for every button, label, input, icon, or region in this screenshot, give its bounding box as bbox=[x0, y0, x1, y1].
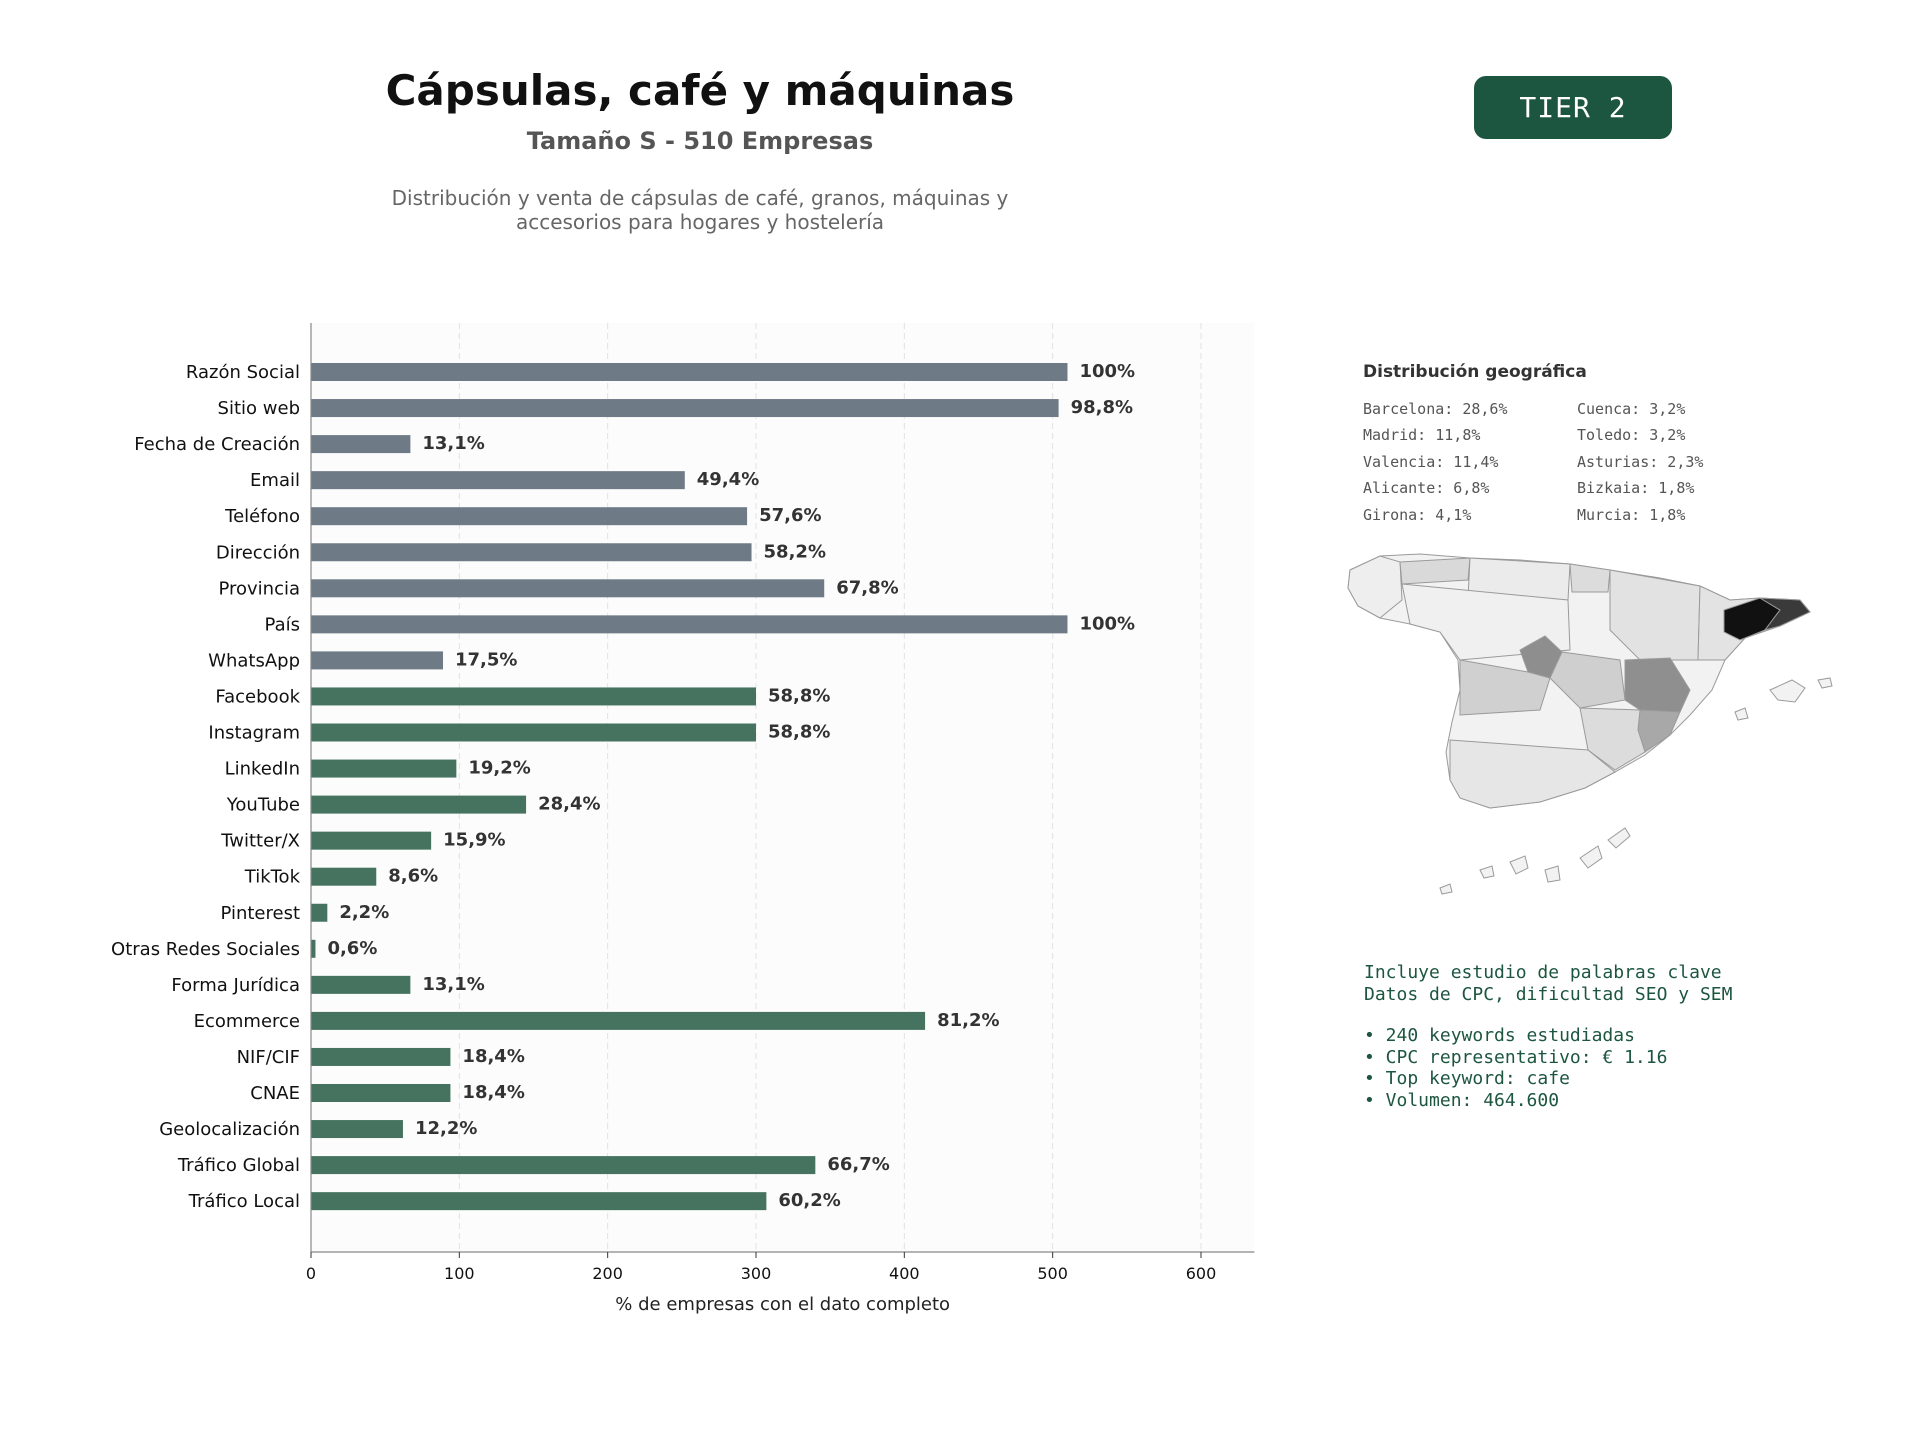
category-label: Teléfono bbox=[225, 506, 300, 528]
category-label: WhatsApp bbox=[208, 650, 300, 672]
tier-badge: TIER 2 bbox=[1474, 76, 1672, 139]
data-label: 28,4% bbox=[538, 793, 601, 815]
category-label: Twitter/X bbox=[221, 830, 300, 852]
x-tick-label: 600 bbox=[1185, 1264, 1217, 1283]
page-title: Cápsulas, café y máquinas bbox=[385, 66, 1015, 115]
bar bbox=[311, 1120, 403, 1138]
data-label: 98,8% bbox=[1070, 397, 1134, 419]
category-label: Otras Redes Sociales bbox=[111, 938, 300, 960]
map-region-asturias bbox=[1400, 558, 1470, 584]
map-canary-2 bbox=[1510, 856, 1528, 874]
bar bbox=[311, 940, 315, 958]
keywords-bullet: • CPC representativo: € 1.16 bbox=[1364, 1046, 1668, 1068]
data-label: 100% bbox=[1079, 613, 1136, 635]
category-label: NIF/CIF bbox=[236, 1046, 300, 1068]
bar bbox=[311, 1048, 450, 1066]
keywords-info bbox=[1364, 962, 1732, 1111]
plot-area bbox=[311, 323, 1254, 1252]
x-tick-label: 300 bbox=[740, 1264, 772, 1283]
geo-item: Toledo: 3,2% bbox=[1577, 426, 1686, 445]
map-canary-4 bbox=[1580, 846, 1602, 868]
bar bbox=[311, 976, 410, 994]
data-label: 2,2% bbox=[339, 901, 390, 923]
geo-item: Alicante: 6,8% bbox=[1363, 479, 1490, 498]
x-axis-label: % de empresas con el dato completo bbox=[615, 1294, 951, 1315]
bar bbox=[311, 687, 756, 705]
bar bbox=[311, 832, 431, 850]
category-label: Fecha de Creación bbox=[134, 434, 300, 456]
geo-item: Asturias: 2,3% bbox=[1577, 452, 1704, 471]
data-label: 18,4% bbox=[462, 1045, 525, 1067]
geo-column-2 bbox=[1577, 400, 1703, 532]
data-label: 100% bbox=[1079, 361, 1136, 382]
keywords-line-2: Datos de CPC, dificultad SEO y SEM bbox=[1364, 983, 1733, 1005]
geo-item: Barcelona: 28,6% bbox=[1363, 400, 1508, 418]
bar bbox=[311, 471, 685, 489]
bar bbox=[311, 579, 824, 597]
page-subtitle: Tamaño S - 510 Empresas bbox=[526, 127, 874, 155]
category-label: Tráfico Global bbox=[177, 1155, 300, 1177]
category-label: Forma Jurídica bbox=[171, 974, 300, 996]
x-tick-label: 500 bbox=[1037, 1264, 1068, 1283]
category-label: Email bbox=[250, 470, 300, 492]
category-label: Sitio web bbox=[217, 398, 300, 420]
map-canary-6 bbox=[1440, 884, 1452, 894]
map-canary-1 bbox=[1480, 866, 1494, 878]
bar bbox=[311, 796, 526, 814]
data-label: 67,8% bbox=[836, 577, 899, 599]
data-label: 15,9% bbox=[443, 829, 506, 851]
data-label: 0,6% bbox=[327, 937, 378, 959]
map-balearic-mallorca bbox=[1770, 680, 1805, 702]
geo-column-1 bbox=[1363, 400, 1508, 532]
geo-item: Bizkaia: 1,8% bbox=[1577, 479, 1695, 498]
bar bbox=[311, 435, 410, 453]
data-label: 18,4% bbox=[462, 1082, 525, 1103]
x-tick-label: 0 bbox=[305, 1264, 317, 1283]
x-tick-label: 200 bbox=[592, 1264, 623, 1283]
bar bbox=[311, 363, 1067, 381]
bar bbox=[311, 868, 376, 886]
geo-item: Cuenca: 3,2% bbox=[1577, 400, 1686, 418]
category-label: Dirección bbox=[215, 542, 300, 564]
category-label: Instagram bbox=[208, 722, 300, 744]
data-label: 57,6% bbox=[759, 505, 822, 527]
data-label: 58,8% bbox=[767, 721, 831, 743]
x-tick-label: 100 bbox=[444, 1264, 475, 1283]
category-label: Facebook bbox=[215, 686, 300, 708]
description-line-2: accesorios para hogares y hostelería bbox=[515, 210, 885, 234]
category-label: TikTok bbox=[244, 866, 300, 888]
keywords-bullet: • 240 keywords estudiadas bbox=[1364, 1025, 1635, 1046]
category-label: Ecommerce bbox=[193, 1010, 300, 1032]
keywords-line-1: Incluye estudio de palabras clave bbox=[1364, 962, 1722, 983]
category-label: Tráfico Local bbox=[188, 1191, 300, 1213]
data-label: 58,8% bbox=[767, 685, 831, 707]
map-canary-5 bbox=[1608, 828, 1630, 848]
data-label: 58,2% bbox=[763, 541, 826, 563]
keywords-bullet: • Top keyword: cafe bbox=[1364, 1068, 1570, 1089]
data-label: 8,6% bbox=[388, 865, 439, 887]
bar bbox=[311, 615, 1067, 633]
geo-item: Murcia: 1,8% bbox=[1577, 505, 1686, 524]
bar bbox=[311, 1084, 450, 1102]
data-label: 60,2% bbox=[778, 1190, 841, 1212]
data-label: 49,4% bbox=[696, 469, 760, 491]
category-label: País bbox=[264, 614, 300, 636]
keywords-bullet: • Volumen: 464.600 bbox=[1364, 1089, 1560, 1111]
map-balearic-ibiza bbox=[1735, 708, 1748, 720]
bar bbox=[311, 651, 443, 669]
bar bbox=[311, 760, 456, 778]
category-label: YouTube bbox=[226, 794, 300, 816]
category-label: Razón Social bbox=[185, 362, 300, 383]
category-label: Provincia bbox=[218, 578, 300, 600]
geo-item: Girona: 4,1% bbox=[1363, 505, 1472, 524]
geo-title: Distribución geográfica bbox=[1363, 362, 1587, 382]
map-canary-3 bbox=[1545, 866, 1560, 882]
category-label: Geolocalización bbox=[159, 1119, 300, 1141]
bar bbox=[311, 1012, 925, 1030]
data-label: 17,5% bbox=[455, 649, 518, 671]
bar bbox=[311, 507, 747, 525]
bar bbox=[311, 543, 752, 561]
data-label: 12,2% bbox=[414, 1118, 478, 1140]
bar bbox=[311, 1156, 815, 1174]
bar bbox=[311, 1192, 766, 1210]
data-label: 13,1% bbox=[422, 973, 485, 995]
bar bbox=[311, 399, 1059, 417]
geo-item: Valencia: 11,4% bbox=[1363, 452, 1499, 471]
map-region-bizkaia bbox=[1570, 564, 1610, 592]
category-label: LinkedIn bbox=[224, 758, 300, 780]
data-label: 66,7% bbox=[827, 1154, 890, 1176]
geo-item: Madrid: 11,8% bbox=[1363, 426, 1481, 445]
category-label: Pinterest bbox=[220, 902, 300, 924]
category-label: CNAE bbox=[250, 1083, 300, 1104]
x-tick-label: 400 bbox=[889, 1264, 920, 1283]
bar bbox=[311, 724, 756, 742]
data-label: 19,2% bbox=[468, 757, 531, 779]
data-label: 13,1% bbox=[422, 433, 485, 455]
description-line-1: Distribución y venta de cápsulas de café, granos, máquinas y bbox=[391, 186, 1009, 210]
bar bbox=[311, 904, 327, 922]
spain-choropleth-map bbox=[1340, 540, 1860, 910]
map-balearic-menorca bbox=[1818, 678, 1832, 688]
data-label: 81,2% bbox=[937, 1009, 1000, 1031]
